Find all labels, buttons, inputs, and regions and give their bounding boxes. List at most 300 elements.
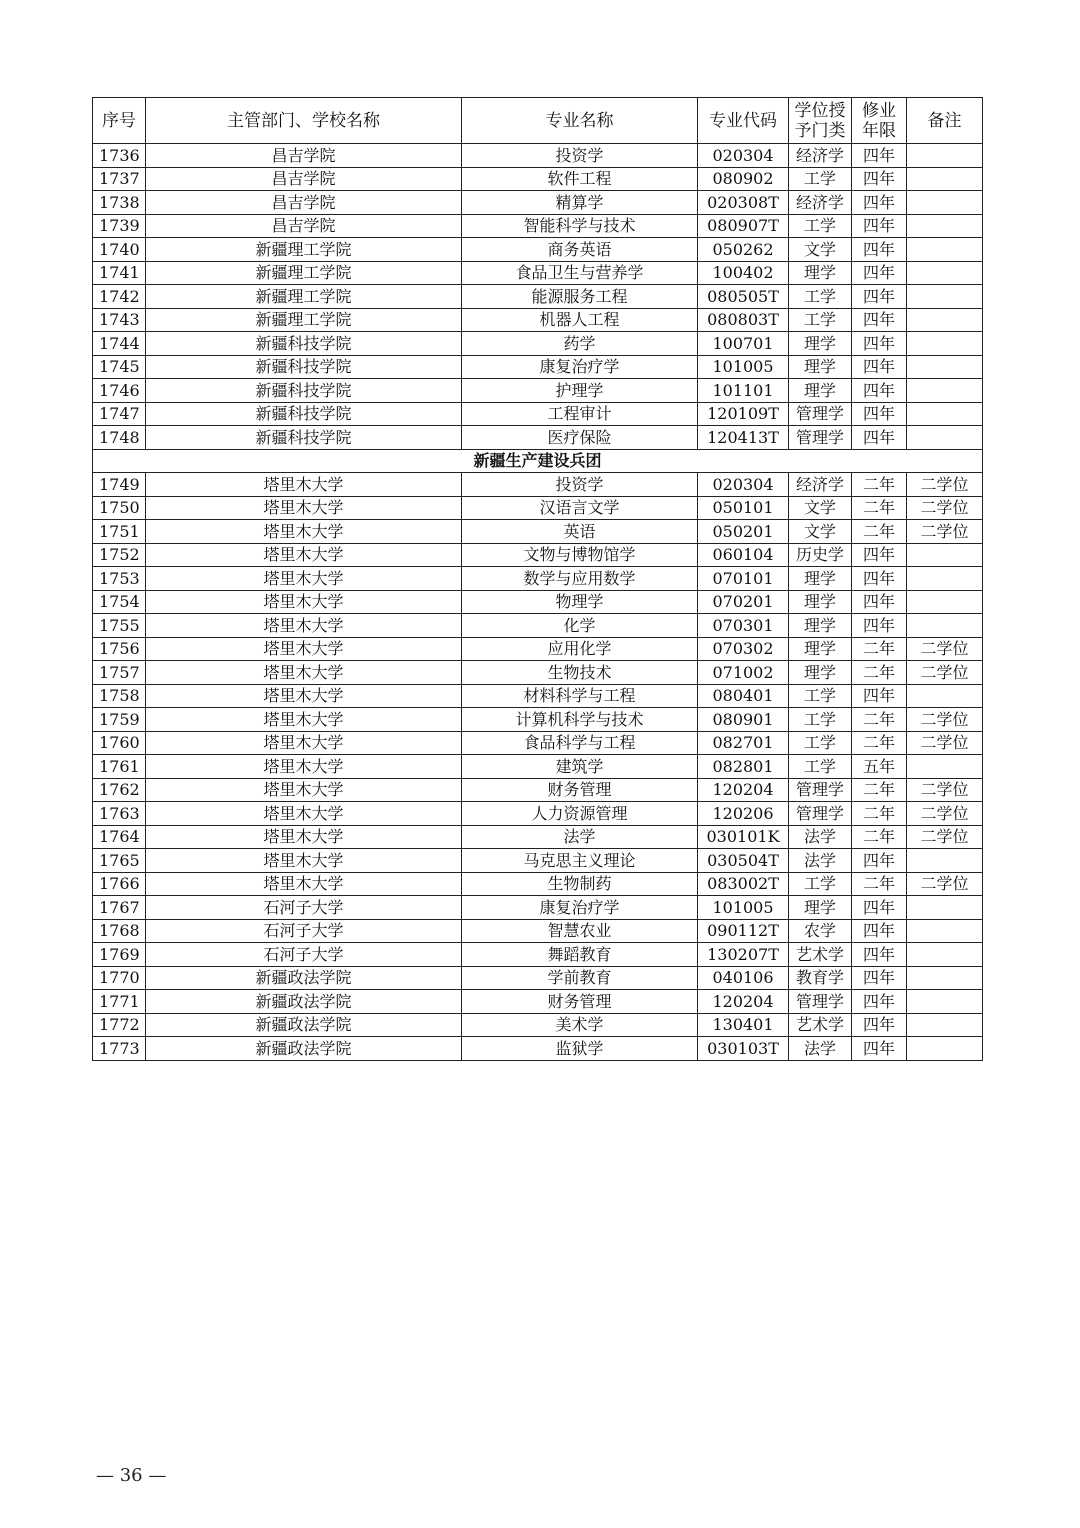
cell-school: 新疆科技学院 xyxy=(146,379,462,403)
cell-degree: 法学 xyxy=(789,849,852,873)
cell-degree: 工学 xyxy=(789,731,852,755)
table-row xyxy=(93,825,983,849)
cell-school: 塔里木大学 xyxy=(146,872,462,896)
cell-code: 101005 xyxy=(698,896,789,920)
cell-school: 塔里木大学 xyxy=(146,496,462,520)
cell-years: 四年 xyxy=(852,332,907,356)
cell-code: 100701 xyxy=(698,332,789,356)
cell-degree: 文学 xyxy=(789,520,852,544)
table-row xyxy=(93,426,983,450)
cell-years: 四年 xyxy=(852,849,907,873)
cell-years: 二年 xyxy=(852,872,907,896)
cell-major: 机器人工程 xyxy=(462,308,698,332)
cell-degree: 艺术学 xyxy=(789,943,852,967)
cell-major: 康复治疗学 xyxy=(462,896,698,920)
cell-no: 1771 xyxy=(93,990,146,1014)
cell-major: 监狱学 xyxy=(462,1037,698,1061)
cell-code: 030101K xyxy=(698,825,789,849)
header-school: 主管部门、学校名称 xyxy=(146,98,462,144)
cell-major: 医疗保险 xyxy=(462,426,698,450)
cell-degree: 工学 xyxy=(789,684,852,708)
cell-degree: 历史学 xyxy=(789,543,852,567)
cell-notes xyxy=(907,1037,983,1061)
cell-code: 020308T xyxy=(698,191,789,215)
cell-degree: 理学 xyxy=(789,590,852,614)
cell-degree: 理学 xyxy=(789,637,852,661)
cell-notes xyxy=(907,684,983,708)
cell-degree: 理学 xyxy=(789,332,852,356)
cell-years: 四年 xyxy=(852,191,907,215)
cell-school: 塔里木大学 xyxy=(146,567,462,591)
table-row xyxy=(93,1037,983,1061)
cell-degree: 管理学 xyxy=(789,802,852,826)
cell-years: 四年 xyxy=(852,943,907,967)
cell-major: 学前教育 xyxy=(462,966,698,990)
cell-no: 1768 xyxy=(93,919,146,943)
table-row xyxy=(93,285,983,309)
table-row xyxy=(93,567,983,591)
table-row xyxy=(93,402,983,426)
cell-degree: 工学 xyxy=(789,285,852,309)
cell-major: 食品科学与工程 xyxy=(462,731,698,755)
table-row xyxy=(93,684,983,708)
table-row xyxy=(93,731,983,755)
cell-code: 130207T xyxy=(698,943,789,967)
cell-degree: 工学 xyxy=(789,872,852,896)
cell-notes: 二学位 xyxy=(907,825,983,849)
cell-years: 二年 xyxy=(852,661,907,685)
cell-years: 四年 xyxy=(852,238,907,262)
table-row xyxy=(93,802,983,826)
cell-years: 四年 xyxy=(852,355,907,379)
cell-school: 塔里木大学 xyxy=(146,614,462,638)
cell-school: 塔里木大学 xyxy=(146,731,462,755)
cell-notes xyxy=(907,755,983,779)
cell-school: 新疆科技学院 xyxy=(146,355,462,379)
cell-school: 昌吉学院 xyxy=(146,214,462,238)
cell-years: 四年 xyxy=(852,402,907,426)
cell-degree: 农学 xyxy=(789,919,852,943)
cell-degree: 工学 xyxy=(789,214,852,238)
cell-years: 四年 xyxy=(852,167,907,191)
cell-no: 1751 xyxy=(93,520,146,544)
cell-degree: 艺术学 xyxy=(789,1013,852,1037)
cell-years: 四年 xyxy=(852,214,907,238)
table-row xyxy=(93,661,983,685)
cell-code: 101005 xyxy=(698,355,789,379)
cell-code: 071002 xyxy=(698,661,789,685)
cell-no: 1737 xyxy=(93,167,146,191)
cell-school: 塔里木大学 xyxy=(146,684,462,708)
cell-notes: 二学位 xyxy=(907,473,983,497)
table-row xyxy=(93,990,983,1014)
cell-school: 新疆科技学院 xyxy=(146,426,462,450)
cell-years: 四年 xyxy=(852,261,907,285)
cell-years: 二年 xyxy=(852,496,907,520)
cell-major: 护理学 xyxy=(462,379,698,403)
cell-notes xyxy=(907,355,983,379)
cell-notes xyxy=(907,590,983,614)
cell-major: 投资学 xyxy=(462,473,698,497)
cell-years: 四年 xyxy=(852,614,907,638)
cell-years: 四年 xyxy=(852,919,907,943)
cell-school: 石河子大学 xyxy=(146,919,462,943)
cell-major: 应用化学 xyxy=(462,637,698,661)
cell-degree: 理学 xyxy=(789,614,852,638)
cell-school: 塔里木大学 xyxy=(146,637,462,661)
section-title: 新疆生产建设兵团 xyxy=(93,449,983,473)
cell-code: 120109T xyxy=(698,402,789,426)
cell-degree: 教育学 xyxy=(789,966,852,990)
table-row xyxy=(93,919,983,943)
cell-major: 工程审计 xyxy=(462,402,698,426)
cell-degree: 管理学 xyxy=(789,402,852,426)
cell-years: 二年 xyxy=(852,520,907,544)
cell-years: 四年 xyxy=(852,966,907,990)
cell-major: 建筑学 xyxy=(462,755,698,779)
table-header-row xyxy=(93,98,983,144)
cell-notes: 二学位 xyxy=(907,802,983,826)
header-degree xyxy=(789,98,852,144)
table-row xyxy=(93,355,983,379)
cell-school: 塔里木大学 xyxy=(146,473,462,497)
cell-years: 四年 xyxy=(852,426,907,450)
table-row xyxy=(93,755,983,779)
cell-school: 塔里木大学 xyxy=(146,661,462,685)
cell-no: 1736 xyxy=(93,144,146,168)
cell-school: 新疆理工学院 xyxy=(146,238,462,262)
table-row xyxy=(93,496,983,520)
cell-code: 050201 xyxy=(698,520,789,544)
cell-major: 商务英语 xyxy=(462,238,698,262)
cell-years: 四年 xyxy=(852,308,907,332)
cell-years: 二年 xyxy=(852,802,907,826)
cell-school: 塔里木大学 xyxy=(146,802,462,826)
cell-school: 新疆科技学院 xyxy=(146,332,462,356)
cell-no: 1767 xyxy=(93,896,146,920)
cell-code: 080803T xyxy=(698,308,789,332)
table-row xyxy=(93,214,983,238)
cell-no: 1764 xyxy=(93,825,146,849)
cell-years: 四年 xyxy=(852,567,907,591)
cell-notes xyxy=(907,238,983,262)
cell-notes xyxy=(907,285,983,309)
cell-years: 四年 xyxy=(852,990,907,1014)
cell-notes xyxy=(907,1013,983,1037)
cell-no: 1753 xyxy=(93,567,146,591)
cell-major: 智能科学与技术 xyxy=(462,214,698,238)
cell-code: 050262 xyxy=(698,238,789,262)
cell-code: 120204 xyxy=(698,990,789,1014)
cell-school: 昌吉学院 xyxy=(146,191,462,215)
table-row xyxy=(93,379,983,403)
cell-notes: 二学位 xyxy=(907,872,983,896)
table-row xyxy=(93,896,983,920)
cell-notes xyxy=(907,849,983,873)
cell-degree: 理学 xyxy=(789,567,852,591)
cell-notes xyxy=(907,191,983,215)
cell-notes xyxy=(907,332,983,356)
cell-school: 新疆政法学院 xyxy=(146,966,462,990)
cell-notes xyxy=(907,214,983,238)
cell-notes: 二学位 xyxy=(907,661,983,685)
cell-no: 1749 xyxy=(93,473,146,497)
cell-years: 二年 xyxy=(852,731,907,755)
cell-notes: 二学位 xyxy=(907,520,983,544)
cell-major: 材料科学与工程 xyxy=(462,684,698,708)
cell-degree: 工学 xyxy=(789,167,852,191)
table-row xyxy=(93,1013,983,1037)
cell-no: 1763 xyxy=(93,802,146,826)
header-years xyxy=(852,98,907,144)
cell-years: 四年 xyxy=(852,590,907,614)
cell-major: 法学 xyxy=(462,825,698,849)
table-row xyxy=(93,261,983,285)
cell-no: 1756 xyxy=(93,637,146,661)
cell-code: 070302 xyxy=(698,637,789,661)
cell-no: 1752 xyxy=(93,543,146,567)
cell-code: 030103T xyxy=(698,1037,789,1061)
cell-major: 软件工程 xyxy=(462,167,698,191)
cell-code: 070201 xyxy=(698,590,789,614)
table-row xyxy=(93,943,983,967)
cell-code: 030504T xyxy=(698,849,789,873)
cell-school: 塔里木大学 xyxy=(146,849,462,873)
cell-major: 马克思主义理论 xyxy=(462,849,698,873)
cell-years: 二年 xyxy=(852,637,907,661)
cell-degree: 工学 xyxy=(789,308,852,332)
cell-years: 五年 xyxy=(852,755,907,779)
cell-major: 智慧农业 xyxy=(462,919,698,943)
cell-no: 1766 xyxy=(93,872,146,896)
cell-major: 数学与应用数学 xyxy=(462,567,698,591)
cell-school: 石河子大学 xyxy=(146,943,462,967)
cell-school: 新疆科技学院 xyxy=(146,402,462,426)
cell-school: 塔里木大学 xyxy=(146,590,462,614)
table-row xyxy=(93,637,983,661)
cell-code: 080901 xyxy=(698,708,789,732)
cell-major: 舞蹈教育 xyxy=(462,943,698,967)
cell-years: 二年 xyxy=(852,708,907,732)
cell-notes xyxy=(907,261,983,285)
cell-school: 新疆理工学院 xyxy=(146,308,462,332)
cell-years: 四年 xyxy=(852,285,907,309)
cell-no: 1739 xyxy=(93,214,146,238)
cell-no: 1772 xyxy=(93,1013,146,1037)
cell-no: 1754 xyxy=(93,590,146,614)
cell-notes xyxy=(907,543,983,567)
cell-no: 1748 xyxy=(93,426,146,450)
cell-code: 082701 xyxy=(698,731,789,755)
cell-code: 080505T xyxy=(698,285,789,309)
cell-degree: 理学 xyxy=(789,355,852,379)
cell-years: 四年 xyxy=(852,684,907,708)
cell-no: 1755 xyxy=(93,614,146,638)
cell-major: 精算学 xyxy=(462,191,698,215)
cell-major: 生物制药 xyxy=(462,872,698,896)
cell-code: 070101 xyxy=(698,567,789,591)
table-row xyxy=(93,238,983,262)
cell-code: 130401 xyxy=(698,1013,789,1037)
cell-degree: 法学 xyxy=(789,1037,852,1061)
cell-no: 1746 xyxy=(93,379,146,403)
cell-major: 生物技术 xyxy=(462,661,698,685)
cell-major: 人力资源管理 xyxy=(462,802,698,826)
cell-degree: 经济学 xyxy=(789,144,852,168)
cell-no: 1760 xyxy=(93,731,146,755)
cell-major: 计算机科学与技术 xyxy=(462,708,698,732)
cell-years: 四年 xyxy=(852,144,907,168)
cell-years: 四年 xyxy=(852,379,907,403)
table-row xyxy=(93,191,983,215)
table-row xyxy=(93,473,983,497)
cell-school: 新疆政法学院 xyxy=(146,990,462,1014)
cell-degree: 管理学 xyxy=(789,990,852,1014)
cell-no: 1770 xyxy=(93,966,146,990)
cell-code: 100402 xyxy=(698,261,789,285)
cell-notes xyxy=(907,379,983,403)
cell-notes xyxy=(907,167,983,191)
cell-notes: 二学位 xyxy=(907,778,983,802)
section-row xyxy=(93,449,983,473)
cell-major: 物理学 xyxy=(462,590,698,614)
cell-code: 120206 xyxy=(698,802,789,826)
cell-code: 050101 xyxy=(698,496,789,520)
table-row xyxy=(93,708,983,732)
cell-no: 1742 xyxy=(93,285,146,309)
cell-major: 财务管理 xyxy=(462,778,698,802)
table-row xyxy=(93,144,983,168)
cell-code: 060104 xyxy=(698,543,789,567)
cell-no: 1773 xyxy=(93,1037,146,1061)
cell-code: 101101 xyxy=(698,379,789,403)
cell-code: 090112T xyxy=(698,919,789,943)
cell-school: 新疆理工学院 xyxy=(146,261,462,285)
table-row xyxy=(93,308,983,332)
cell-no: 1743 xyxy=(93,308,146,332)
cell-degree: 经济学 xyxy=(789,191,852,215)
cell-code: 083002T xyxy=(698,872,789,896)
cell-school: 昌吉学院 xyxy=(146,167,462,191)
table-row xyxy=(93,520,983,544)
cell-years: 四年 xyxy=(852,1037,907,1061)
cell-degree: 工学 xyxy=(789,708,852,732)
table-body xyxy=(93,144,983,1061)
cell-degree: 理学 xyxy=(789,661,852,685)
cell-degree: 文学 xyxy=(789,496,852,520)
cell-notes xyxy=(907,567,983,591)
cell-notes xyxy=(907,308,983,332)
table-row xyxy=(93,590,983,614)
cell-notes xyxy=(907,614,983,638)
cell-years: 四年 xyxy=(852,543,907,567)
table-row xyxy=(93,778,983,802)
cell-code: 020304 xyxy=(698,144,789,168)
cell-notes: 二学位 xyxy=(907,708,983,732)
cell-school: 新疆理工学院 xyxy=(146,285,462,309)
header-notes: 备注 xyxy=(907,98,983,144)
header-code: 专业代码 xyxy=(698,98,789,144)
cell-no: 1761 xyxy=(93,755,146,779)
cell-code: 080907T xyxy=(698,214,789,238)
cell-no: 1758 xyxy=(93,684,146,708)
table-row xyxy=(93,849,983,873)
cell-major: 能源服务工程 xyxy=(462,285,698,309)
cell-notes xyxy=(907,896,983,920)
cell-degree: 经济学 xyxy=(789,473,852,497)
cell-school: 塔里木大学 xyxy=(146,708,462,732)
cell-code: 020304 xyxy=(698,473,789,497)
cell-major: 文物与博物馆学 xyxy=(462,543,698,567)
cell-no: 1750 xyxy=(93,496,146,520)
cell-code: 120204 xyxy=(698,778,789,802)
cell-degree: 管理学 xyxy=(789,426,852,450)
cell-degree: 理学 xyxy=(789,896,852,920)
table-row xyxy=(93,167,983,191)
cell-no: 1757 xyxy=(93,661,146,685)
header-no: 序号 xyxy=(93,98,146,144)
cell-notes xyxy=(907,919,983,943)
cell-school: 塔里木大学 xyxy=(146,543,462,567)
table-row xyxy=(93,543,983,567)
cell-school: 新疆政法学院 xyxy=(146,1013,462,1037)
table-row xyxy=(93,872,983,896)
cell-years: 四年 xyxy=(852,896,907,920)
cell-degree: 管理学 xyxy=(789,778,852,802)
cell-code: 070301 xyxy=(698,614,789,638)
cell-years: 二年 xyxy=(852,825,907,849)
cell-school: 昌吉学院 xyxy=(146,144,462,168)
cell-degree: 法学 xyxy=(789,825,852,849)
cell-notes xyxy=(907,990,983,1014)
cell-notes xyxy=(907,144,983,168)
cell-code: 120413T xyxy=(698,426,789,450)
cell-major: 食品卫生与营养学 xyxy=(462,261,698,285)
cell-notes: 二学位 xyxy=(907,637,983,661)
page-number: — 36 — xyxy=(96,1465,167,1486)
cell-code: 040106 xyxy=(698,966,789,990)
cell-no: 1747 xyxy=(93,402,146,426)
cell-major: 康复治疗学 xyxy=(462,355,698,379)
cell-school: 塔里木大学 xyxy=(146,778,462,802)
header-major: 专业名称 xyxy=(462,98,698,144)
cell-notes xyxy=(907,402,983,426)
cell-no: 1740 xyxy=(93,238,146,262)
cell-notes xyxy=(907,943,983,967)
cell-notes xyxy=(907,966,983,990)
table-row xyxy=(93,332,983,356)
cell-years: 二年 xyxy=(852,778,907,802)
cell-school: 塔里木大学 xyxy=(146,520,462,544)
cell-no: 1745 xyxy=(93,355,146,379)
cell-no: 1769 xyxy=(93,943,146,967)
cell-degree: 理学 xyxy=(789,261,852,285)
cell-major: 英语 xyxy=(462,520,698,544)
cell-school: 石河子大学 xyxy=(146,896,462,920)
table-row xyxy=(93,966,983,990)
cell-no: 1765 xyxy=(93,849,146,873)
table-row xyxy=(93,614,983,638)
cell-degree: 文学 xyxy=(789,238,852,262)
majors-table xyxy=(92,97,983,1061)
cell-code: 080902 xyxy=(698,167,789,191)
cell-school: 塔里木大学 xyxy=(146,755,462,779)
cell-code: 080401 xyxy=(698,684,789,708)
cell-code: 082801 xyxy=(698,755,789,779)
cell-degree: 理学 xyxy=(789,379,852,403)
header-years-text: 修业年限 xyxy=(862,100,896,141)
cell-major: 投资学 xyxy=(462,144,698,168)
